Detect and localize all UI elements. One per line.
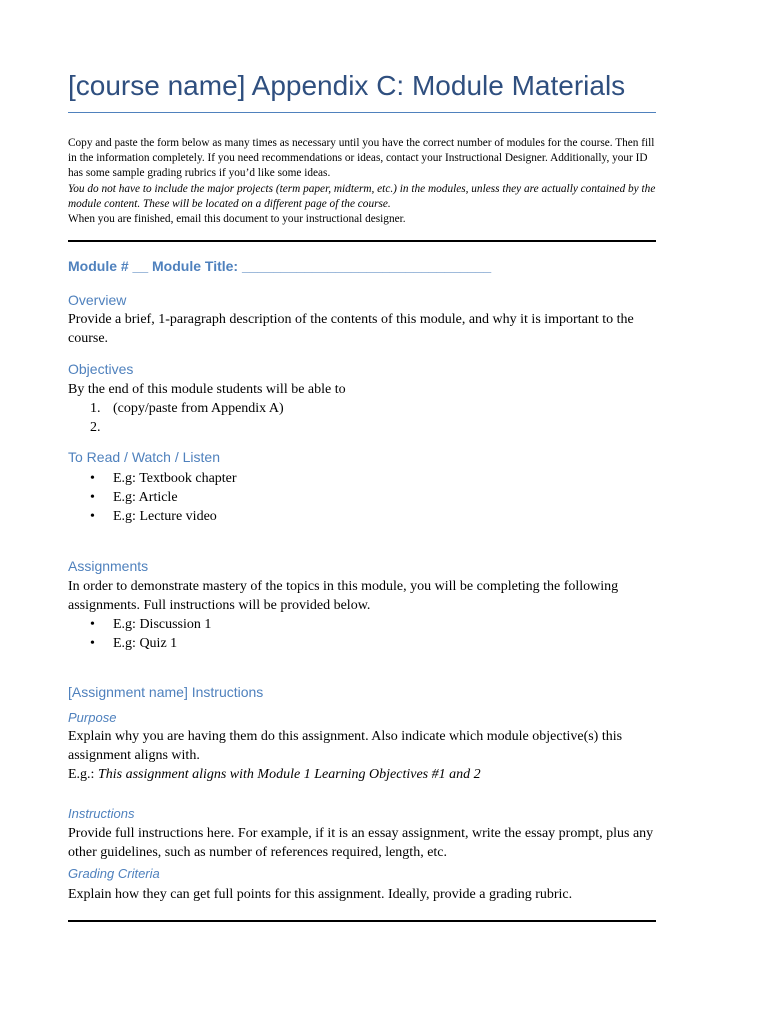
purpose-example (68, 765, 658, 784)
list-item-text: E.g: Article (113, 490, 178, 505)
objectives-heading: Objectives (68, 361, 134, 377)
example-label: E.g.: (68, 767, 95, 782)
assignment-instructions-heading: [Assignment name] Instructions (68, 684, 264, 700)
bullet: • (90, 509, 95, 524)
list-item (68, 634, 658, 653)
list-item (68, 615, 658, 634)
objective-item-1 (68, 399, 658, 418)
grading-text: Explain how they can get full points for this assignment. Ideally, provide a grading rubric. (68, 887, 573, 902)
intro-note: You do not have to include the major projects (term paper, midterm, etc.) in the modules, unless they are actually contained by the module content. These will be located on a different page of the course. (68, 182, 656, 210)
list-item-text: E.g: Textbook chapter (113, 471, 237, 486)
intro-finish: When you are finished, email this document to your instructional designer. (68, 213, 406, 226)
bullet: • (90, 490, 95, 505)
grading-block (68, 885, 658, 904)
objectives-lead: By the end of this module students will be able to (68, 382, 346, 397)
instructions-text: Provide full instructions here. For example, if it is an essay assignment, write the essay prompt, plus any other guidelines, such as number of references required, length, etc. (68, 826, 654, 860)
objective-text: (copy/paste from Appendix A) (113, 401, 284, 416)
read-watch-heading: To Read / Watch / Listen (68, 449, 220, 465)
instructions-heading: Instructions (68, 806, 135, 821)
objectives-list (68, 399, 658, 435)
purpose-heading: Purpose (68, 710, 117, 725)
list-item-text: E.g: Lecture video (113, 509, 217, 524)
overview-paragraph: Provide a brief, 1-paragraph description of the contents of this module, and why it is important to the course. (68, 312, 634, 346)
instructions-block (68, 824, 658, 862)
bullet: • (90, 636, 95, 651)
title-underline (68, 112, 656, 113)
grading-heading: Grading Criteria (68, 866, 160, 881)
list-item (68, 488, 658, 507)
page-title: [course name] Appendix C: Module Materials (68, 70, 626, 101)
intro-instructions: Copy and paste the form below as many times as necessary until you have the correct number of modules for the course. Then fill in the information completely. If you need recommendations or ideas, contact your Instructional Designer. Additionally, your ID has some sample grading rubrics if you’d like some ideas. (68, 137, 655, 180)
module-heading: Module # __ Module Title: ________________________________ (68, 258, 492, 274)
overview-text (68, 310, 658, 348)
objectives-block (68, 380, 658, 435)
intro-block (68, 136, 658, 227)
purpose-block (68, 727, 658, 784)
assignments-text: In order to demonstrate mastery of the topics in this module, you will be completing the following assignments. Full instructions will be provided below. (68, 579, 619, 613)
read-watch-block (68, 469, 658, 526)
assignments-heading: Assignments (68, 558, 149, 574)
list-item-text: E.g: Quiz 1 (113, 636, 178, 651)
bullet: • (90, 617, 95, 632)
list-marker: 1. (90, 401, 101, 416)
bullet: • (90, 471, 95, 486)
read-watch-list (68, 469, 658, 526)
assignments-list (68, 615, 658, 653)
purpose-text: Explain why you are having them do this assignment. Also indicate which module objective(s) this assignment aligns with. (68, 729, 623, 763)
assignments-block (68, 577, 658, 653)
list-item-text: E.g: Discussion 1 (113, 617, 212, 632)
section-divider-bottom (68, 920, 656, 922)
example-text: This assignment aligns with Module 1 Learning Objectives #1 and 2 (97, 767, 481, 782)
list-item (68, 469, 658, 488)
list-marker: 2. (90, 420, 101, 435)
overview-heading: Overview (68, 292, 127, 308)
section-divider-top (68, 240, 656, 242)
list-item (68, 507, 658, 526)
